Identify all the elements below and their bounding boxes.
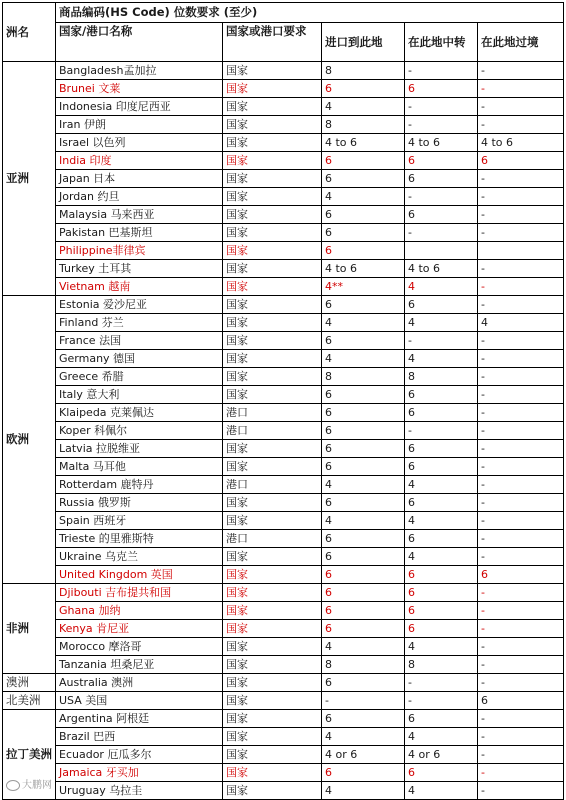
country-cell: Brunei 文莱 — [56, 80, 223, 98]
country-cell: Malta 马耳他 — [56, 458, 223, 476]
transship-cell: 6 — [405, 764, 478, 782]
import-cell: 8 — [322, 656, 405, 674]
type-cell: 国家 — [223, 260, 322, 278]
transit-cell: - — [478, 188, 564, 206]
country-cell: USA 美国 — [56, 692, 223, 710]
transship-cell: 4 — [405, 638, 478, 656]
transship-cell: 6 — [405, 440, 478, 458]
country-cell: Israel 以色列 — [56, 134, 223, 152]
transship-cell: - — [405, 692, 478, 710]
transship-cell: - — [405, 422, 478, 440]
country-cell: United Kingdom 英国 — [56, 566, 223, 584]
country-cell: Koper 科佩尔 — [56, 422, 223, 440]
transit-cell: - — [478, 170, 564, 188]
country-cell: Kenya 肯尼亚 — [56, 620, 223, 638]
table-row — [3, 62, 564, 80]
import-cell: 6 — [322, 242, 405, 260]
table-row — [3, 170, 564, 188]
import-cell: 6 — [322, 296, 405, 314]
import-cell: 4 — [322, 476, 405, 494]
transship-cell: 6 — [405, 494, 478, 512]
continent-cell: 欧洲 — [3, 296, 56, 584]
transit-cell: - — [478, 458, 564, 476]
country-cell: France 法国 — [56, 332, 223, 350]
transit-cell: - — [478, 674, 564, 692]
table-row — [3, 422, 564, 440]
type-cell: 港口 — [223, 404, 322, 422]
table-row — [3, 278, 564, 296]
transship-cell: 6 — [405, 296, 478, 314]
type-cell: 国家 — [223, 440, 322, 458]
transship-cell: 6 — [405, 170, 478, 188]
import-cell: 4 to 6 — [322, 260, 405, 278]
type-cell: 国家 — [223, 620, 322, 638]
transit-cell — [478, 242, 564, 260]
import-cell: 6 — [322, 548, 405, 566]
table-row — [3, 368, 564, 386]
transit-cell: - — [478, 422, 564, 440]
country-cell: Philippine菲律宾 — [56, 242, 223, 260]
transship-cell: 6 — [405, 584, 478, 602]
table-row — [3, 134, 564, 152]
header-group-title: 商品编码(HS Code) 位数要求 (至少) — [56, 3, 564, 23]
transit-cell: - — [478, 602, 564, 620]
country-cell: Ecuador 厄瓜多尔 — [56, 746, 223, 764]
type-cell: 国家 — [223, 728, 322, 746]
import-cell: 6 — [322, 530, 405, 548]
type-cell: 国家 — [223, 584, 322, 602]
watermark-text: 大鹏网 — [22, 780, 52, 791]
transship-cell: - — [405, 674, 478, 692]
type-cell: 国家 — [223, 674, 322, 692]
transship-cell: 4 to 6 — [405, 260, 478, 278]
country-cell: Morocco 摩洛哥 — [56, 638, 223, 656]
type-cell: 港口 — [223, 422, 322, 440]
transit-cell: - — [478, 350, 564, 368]
country-cell: Bangladesh孟加拉 — [56, 62, 223, 80]
table-row — [3, 602, 564, 620]
table-row — [3, 224, 564, 242]
import-cell: 4 — [322, 98, 405, 116]
type-cell: 港口 — [223, 476, 322, 494]
table-row — [3, 458, 564, 476]
import-cell: 4 — [322, 314, 405, 332]
import-cell: 6 — [322, 224, 405, 242]
transit-cell: 4 — [478, 314, 564, 332]
country-cell: Pakistan 巴基斯坦 — [56, 224, 223, 242]
type-cell: 国家 — [223, 206, 322, 224]
transship-cell: 6 — [405, 710, 478, 728]
transit-cell: - — [478, 512, 564, 530]
country-cell: Finland 芬兰 — [56, 314, 223, 332]
type-cell: 国家 — [223, 278, 322, 296]
country-cell: Indonesia 印度尼西亚 — [56, 98, 223, 116]
continent-cell: 拉丁美洲 — [3, 710, 56, 800]
type-cell: 国家 — [223, 692, 322, 710]
transship-cell: 4 — [405, 548, 478, 566]
type-cell: 国家 — [223, 350, 322, 368]
transship-cell: - — [405, 224, 478, 242]
transit-cell: - — [478, 728, 564, 746]
transship-cell: 6 — [405, 602, 478, 620]
import-cell: 6 — [322, 152, 405, 170]
header-continent: 洲名 — [3, 3, 56, 62]
type-cell: 国家 — [223, 782, 322, 800]
transship-cell: - — [405, 98, 478, 116]
type-cell: 国家 — [223, 746, 322, 764]
country-cell: Italy 意大利 — [56, 386, 223, 404]
header-row-2 — [3, 23, 564, 62]
type-cell: 国家 — [223, 116, 322, 134]
transit-cell: 6 — [478, 152, 564, 170]
type-cell: 国家 — [223, 152, 322, 170]
continent-cell: 非洲 — [3, 584, 56, 674]
transship-cell: - — [405, 62, 478, 80]
import-cell: 6 — [322, 602, 405, 620]
type-cell: 国家 — [223, 332, 322, 350]
table-row — [3, 404, 564, 422]
table-row — [3, 332, 564, 350]
transship-cell: 4 — [405, 512, 478, 530]
import-cell: 4 — [322, 638, 405, 656]
transit-cell: 4 to 6 — [478, 134, 564, 152]
country-cell: Australia 澳洲 — [56, 674, 223, 692]
country-cell: Greece 希腊 — [56, 368, 223, 386]
type-cell: 国家 — [223, 62, 322, 80]
transit-cell: - — [478, 548, 564, 566]
import-cell: 6 — [322, 206, 405, 224]
table-row — [3, 512, 564, 530]
type-cell: 国家 — [223, 458, 322, 476]
country-cell: Trieste 的里雅斯特 — [56, 530, 223, 548]
transit-cell: 6 — [478, 566, 564, 584]
transship-cell: - — [405, 332, 478, 350]
transit-cell: - — [478, 296, 564, 314]
import-cell: 4 or 6 — [322, 746, 405, 764]
transit-cell: - — [478, 404, 564, 422]
continent-cell: 北美洲 — [3, 692, 56, 710]
country-cell: Estonia 爱沙尼亚 — [56, 296, 223, 314]
type-cell: 国家 — [223, 170, 322, 188]
type-cell: 港口 — [223, 530, 322, 548]
header-import: 进口到此地 — [322, 23, 405, 62]
type-cell: 国家 — [223, 314, 322, 332]
import-cell: 6 — [322, 764, 405, 782]
type-cell: 国家 — [223, 566, 322, 584]
import-cell: 6 — [322, 170, 405, 188]
table-row — [3, 710, 564, 728]
transship-cell: 6 — [405, 386, 478, 404]
import-cell: 6 — [322, 458, 405, 476]
table-row — [3, 692, 564, 710]
type-cell: 国家 — [223, 368, 322, 386]
transship-cell: 6 — [405, 530, 478, 548]
transit-cell: - — [478, 494, 564, 512]
transit-cell: - — [478, 278, 564, 296]
transit-cell: - — [478, 80, 564, 98]
transship-cell: 6 — [405, 152, 478, 170]
header-transit: 在此地过境 — [478, 23, 564, 62]
transit-cell: - — [478, 764, 564, 782]
import-cell: 6 — [322, 80, 405, 98]
transship-cell: 6 — [405, 620, 478, 638]
country-cell: India 印度 — [56, 152, 223, 170]
type-cell: 国家 — [223, 638, 322, 656]
transit-cell: - — [478, 440, 564, 458]
country-cell: Rotterdam 鹿特丹 — [56, 476, 223, 494]
transit-cell: - — [478, 62, 564, 80]
transit-cell: - — [478, 746, 564, 764]
import-cell: 4** — [322, 278, 405, 296]
import-cell: 6 — [322, 674, 405, 692]
import-cell: 6 — [322, 422, 405, 440]
header-country: 国家/港口名称 — [56, 23, 223, 62]
import-cell: 6 — [322, 386, 405, 404]
type-cell: 国家 — [223, 710, 322, 728]
transship-cell: 4 or 6 — [405, 746, 478, 764]
country-cell: Jordan 约旦 — [56, 188, 223, 206]
country-cell: Japan 日本 — [56, 170, 223, 188]
country-cell: Latvia 拉脱维亚 — [56, 440, 223, 458]
country-cell: Turkey 土耳其 — [56, 260, 223, 278]
country-cell: Klaipeda 克莱佩达 — [56, 404, 223, 422]
type-cell: 国家 — [223, 224, 322, 242]
transit-cell: - — [478, 386, 564, 404]
header-row-1 — [3, 3, 564, 23]
table-row — [3, 584, 564, 602]
country-cell: Ukraine 乌克兰 — [56, 548, 223, 566]
transship-cell: 6 — [405, 566, 478, 584]
transit-cell: - — [478, 638, 564, 656]
table-row — [3, 116, 564, 134]
import-cell: 8 — [322, 116, 405, 134]
transship-cell: 4 to 6 — [405, 134, 478, 152]
country-cell: Jamaica 牙买加 — [56, 764, 223, 782]
table-row — [3, 548, 564, 566]
country-cell: Brazil 巴西 — [56, 728, 223, 746]
import-cell: 6 — [322, 404, 405, 422]
import-cell: 6 — [322, 566, 405, 584]
header-type: 国家或港口要求 — [223, 23, 322, 62]
type-cell: 国家 — [223, 386, 322, 404]
import-cell: 4 — [322, 782, 405, 800]
table-row — [3, 260, 564, 278]
import-cell: 6 — [322, 494, 405, 512]
transit-cell: - — [478, 710, 564, 728]
table-row — [3, 656, 564, 674]
type-cell: 国家 — [223, 296, 322, 314]
table-row — [3, 152, 564, 170]
country-cell: Tanzania 坦桑尼亚 — [56, 656, 223, 674]
header-transship: 在此地中转 — [405, 23, 478, 62]
country-cell: Russia 俄罗斯 — [56, 494, 223, 512]
country-cell: Germany 德国 — [56, 350, 223, 368]
import-cell: 4 — [322, 512, 405, 530]
import-cell: 4 — [322, 188, 405, 206]
import-cell: - — [322, 692, 405, 710]
transship-cell: 4 — [405, 350, 478, 368]
table-row — [3, 242, 564, 260]
transship-cell: 4 — [405, 314, 478, 332]
table-row — [3, 80, 564, 98]
table-row — [3, 98, 564, 116]
transit-cell: - — [478, 530, 564, 548]
transship-cell: 4 — [405, 278, 478, 296]
country-cell: Ghana 加纳 — [56, 602, 223, 620]
transship-cell: 6 — [405, 458, 478, 476]
transship-cell: - — [405, 188, 478, 206]
table-row — [3, 764, 564, 782]
transit-cell: - — [478, 368, 564, 386]
watermark-logo-icon — [6, 780, 20, 791]
table-row — [3, 746, 564, 764]
table-row — [3, 620, 564, 638]
table-row — [3, 530, 564, 548]
transit-cell: - — [478, 206, 564, 224]
country-cell: Spain 西班牙 — [56, 512, 223, 530]
import-cell: 4 — [322, 728, 405, 746]
continent-cell: 亚洲 — [3, 62, 56, 296]
table-row — [3, 206, 564, 224]
transship-cell: - — [405, 116, 478, 134]
table-row — [3, 314, 564, 332]
transship-cell: 8 — [405, 368, 478, 386]
transship-cell: 6 — [405, 206, 478, 224]
country-cell: Iran 伊朗 — [56, 116, 223, 134]
transship-cell: 6 — [405, 80, 478, 98]
import-cell: 4 to 6 — [322, 134, 405, 152]
import-cell: 6 — [322, 620, 405, 638]
transit-cell: - — [478, 476, 564, 494]
continent-cell: 澳洲 — [3, 674, 56, 692]
type-cell: 国家 — [223, 80, 322, 98]
type-cell: 国家 — [223, 512, 322, 530]
transit-cell: - — [478, 332, 564, 350]
type-cell: 国家 — [223, 764, 322, 782]
transit-cell: - — [478, 260, 564, 278]
table-row — [3, 638, 564, 656]
transship-cell: 6 — [405, 404, 478, 422]
transit-cell: - — [478, 116, 564, 134]
country-cell: Vietnam 越南 — [56, 278, 223, 296]
country-cell: Malaysia 马来西亚 — [56, 206, 223, 224]
table-row — [3, 296, 564, 314]
transit-cell: - — [478, 656, 564, 674]
transit-cell: - — [478, 224, 564, 242]
import-cell: 6 — [322, 332, 405, 350]
table-row — [3, 440, 564, 458]
type-cell: 国家 — [223, 602, 322, 620]
import-cell: 4 — [322, 350, 405, 368]
type-cell: 国家 — [223, 494, 322, 512]
transship-cell: 8 — [405, 656, 478, 674]
import-cell: 8 — [322, 62, 405, 80]
transit-cell: - — [478, 782, 564, 800]
type-cell: 国家 — [223, 242, 322, 260]
transit-cell: - — [478, 584, 564, 602]
table-row — [3, 494, 564, 512]
transship-cell: 4 — [405, 476, 478, 494]
type-cell: 国家 — [223, 188, 322, 206]
type-cell: 国家 — [223, 548, 322, 566]
hs-code-table — [2, 2, 564, 800]
country-cell: Uruguay 乌拉圭 — [56, 782, 223, 800]
type-cell: 国家 — [223, 134, 322, 152]
country-cell: Djibouti 吉布提共和国 — [56, 584, 223, 602]
type-cell: 国家 — [223, 98, 322, 116]
import-cell: 8 — [322, 368, 405, 386]
import-cell: 6 — [322, 440, 405, 458]
transit-cell: 6 — [478, 692, 564, 710]
import-cell: 6 — [322, 584, 405, 602]
type-cell: 国家 — [223, 656, 322, 674]
watermark — [6, 776, 52, 791]
table-row — [3, 188, 564, 206]
country-cell: Argentina 阿根廷 — [56, 710, 223, 728]
transship-cell: 4 — [405, 782, 478, 800]
table-row — [3, 476, 564, 494]
import-cell: 6 — [322, 710, 405, 728]
table-row — [3, 350, 564, 368]
transit-cell: - — [478, 620, 564, 638]
table-row — [3, 386, 564, 404]
transship-cell: 4 — [405, 728, 478, 746]
transship-cell — [405, 242, 478, 260]
table-row — [3, 674, 564, 692]
table-row — [3, 566, 564, 584]
table-row — [3, 728, 564, 746]
transit-cell: - — [478, 98, 564, 116]
